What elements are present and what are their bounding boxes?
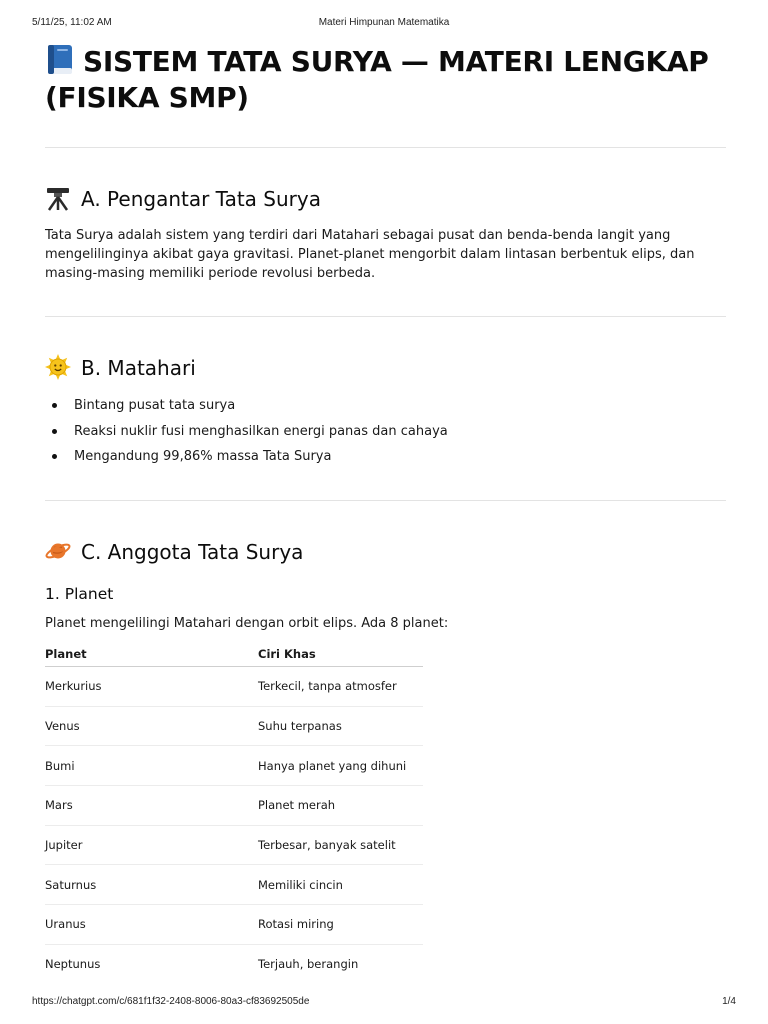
section-heading-members-text: C. Anggota Tata Surya <box>81 540 304 564</box>
list-item <box>45 422 726 448</box>
table-cell-planet: Uranus <box>45 905 258 945</box>
print-footer <box>32 996 736 1010</box>
table-cell-characteristic: Planet merah <box>258 786 423 826</box>
table-row <box>45 905 423 945</box>
list-item <box>45 396 726 422</box>
table-cell-planet: Bumi <box>45 746 258 786</box>
table-cell-characteristic: Terkecil, tanpa atmosfer <box>258 667 423 707</box>
print-date: 5/11/25, 11:02 AM <box>32 17 112 28</box>
section-heading-sun <box>45 354 196 382</box>
table-cell-characteristic: Memiliki cincin <box>258 865 423 905</box>
page-title-text: SISTEM TATA SURYA — MATERI LENGKAP (FISIKA SMP) <box>45 45 709 114</box>
planet-intro-paragraph: Planet mengelilingi Matahari dengan orbit elips. Ada 8 planet: <box>45 616 449 631</box>
table-header-row <box>45 642 423 667</box>
table-row <box>45 865 423 905</box>
divider <box>45 500 726 501</box>
ringed-planet-icon <box>45 538 71 564</box>
table-header-planet: Planet <box>45 642 258 667</box>
table-cell-planet: Neptunus <box>45 957 101 972</box>
list-item-text: Bintang pusat tata surya <box>74 398 236 413</box>
table-cell-characteristic: Rotasi miring <box>258 905 423 945</box>
page-number: 1/4 <box>722 996 736 1007</box>
section-heading-sun-text: B. Matahari <box>81 356 196 380</box>
blue-book-icon <box>45 44 75 76</box>
table-row <box>45 944 423 983</box>
table-cell-planet: Venus <box>45 706 258 746</box>
table-cell-planet: Merkurius <box>45 667 258 707</box>
subheading-planet: 1. Planet <box>45 585 114 603</box>
table-row <box>45 786 423 826</box>
table-row <box>45 746 423 786</box>
divider <box>45 147 726 148</box>
list-item <box>45 447 726 473</box>
bullet-dot <box>52 429 57 434</box>
sun-facts-list <box>45 396 726 473</box>
table-cell-characteristic: Terjauh, berangin <box>258 957 359 972</box>
telescope-icon <box>45 185 71 211</box>
sun-face-icon <box>45 354 71 380</box>
table-cell-characteristic: Suhu terpanas <box>258 706 423 746</box>
print-doc-title: Materi Himpunan Matematika <box>318 17 450 28</box>
table-cell-planet: Mars <box>45 786 258 826</box>
table-cell-characteristic: Hanya planet yang dihuni <box>258 746 423 786</box>
section-heading-intro-text: A. Pengantar Tata Surya <box>81 187 321 211</box>
bullet-dot <box>52 454 57 459</box>
print-header <box>32 17 736 31</box>
list-item-text: Reaksi nuklir fusi menghasilkan energi panas dan cahaya <box>74 423 448 439</box>
table-row <box>45 706 423 746</box>
table-cell-characteristic: Terbesar, banyak satelit <box>258 825 423 865</box>
table-row <box>45 667 423 707</box>
table-header-characteristic: Ciri Khas <box>258 642 423 667</box>
table-cell-planet: Jupiter <box>45 825 258 865</box>
planet-table <box>45 642 423 984</box>
section-heading-members <box>45 538 303 566</box>
table-cell-planet: Saturnus <box>45 865 258 905</box>
page-title <box>45 44 726 116</box>
divider <box>45 316 726 317</box>
print-url: https://chatgpt.com/c/681f1f32-2408-8006-80a3-cf83692505de <box>32 996 310 1007</box>
bullet-dot <box>52 403 57 408</box>
list-item-text: Mengandung 99,86% massa Tata Surya <box>74 449 332 464</box>
table-row <box>45 825 423 865</box>
intro-paragraph: Tata Surya adalah sistem yang terdiri dari Matahari sebagai pusat dan benda-benda langit yang mengelilinginya akibat gaya gravitasi. Planet-planet mengorbit dalam lintasan berbentuk elips, dan masing-masing memiliki periode revolusi berbeda. <box>45 228 695 281</box>
section-heading-intro <box>45 185 321 213</box>
